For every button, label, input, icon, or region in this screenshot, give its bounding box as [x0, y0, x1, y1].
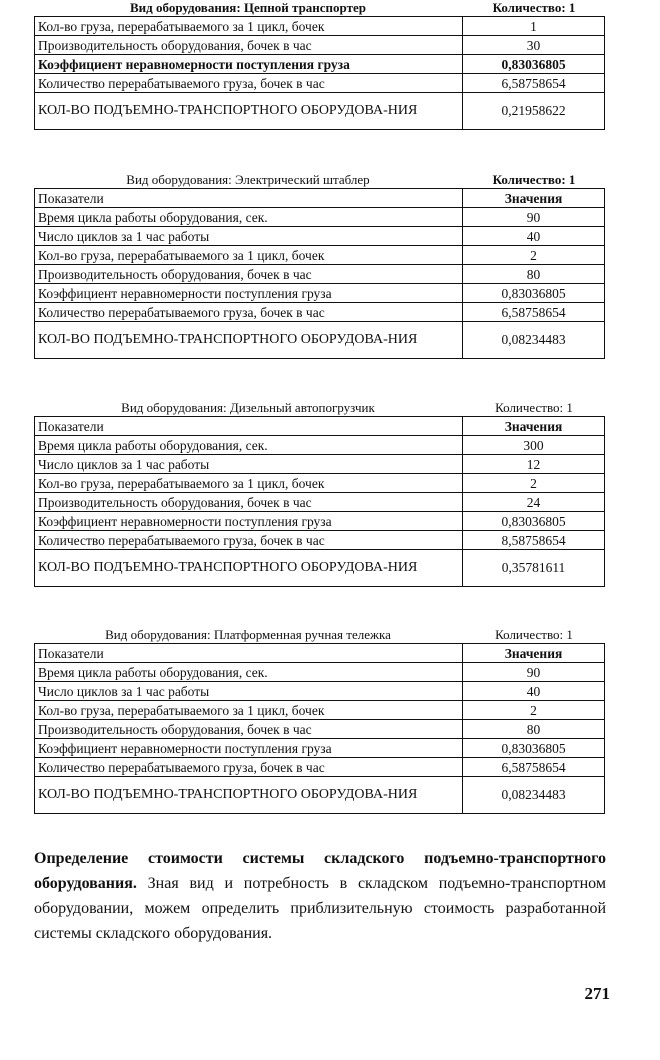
total-value: 0,08234483 [463, 777, 605, 814]
param-name: Количество перерабатываемого груза, бочек в час [35, 303, 463, 322]
param-value: 40 [463, 682, 605, 701]
param-name: Время цикла работы оборудования, сек. [35, 436, 463, 455]
table-caption [34, 627, 604, 643]
param-value: 90 [463, 208, 605, 227]
param-name: Время цикла работы оборудования, сек. [35, 663, 463, 682]
equipment-type-label: Вид оборудования: Электрический штаблер [126, 172, 370, 187]
param-value: 1 [463, 17, 605, 36]
param-name: Коэффициент неравномерности поступления груза [35, 739, 463, 758]
param-name: Кол-во груза, перерабатываемого за 1 цикл, бочек [35, 17, 463, 36]
param-value: 0,83036805 [463, 739, 605, 758]
param-value: 6,58758654 [463, 758, 605, 777]
param-name: Коэффициент неравномерности поступления груза [35, 55, 463, 74]
param-value: 0,83036805 [463, 55, 605, 74]
total-row [35, 322, 605, 359]
total-label: КОЛ-ВО ПОДЪЕМНО-ТРАНСПОРТНОГО ОБОРУДОВА-НИЯ [35, 322, 463, 359]
equipment-table [34, 188, 605, 359]
header-params: Показатели [35, 644, 463, 663]
param-name: Количество перерабатываемого груза, бочек в час [35, 74, 463, 93]
param-name: Производительность оборудования, бочек в час [35, 493, 463, 512]
table-caption [34, 0, 604, 16]
table-row [35, 74, 605, 93]
table-row [35, 246, 605, 265]
param-name: Время цикла работы оборудования, сек. [35, 208, 463, 227]
param-value: 24 [463, 493, 605, 512]
equipment-block-conveyor [34, 0, 604, 130]
param-value: 90 [463, 663, 605, 682]
equipment-table [34, 643, 605, 814]
table-header-row [35, 417, 605, 436]
total-row [35, 550, 605, 587]
param-name: Коэффициент неравномерности поступления груза [35, 284, 463, 303]
table-row [35, 682, 605, 701]
table-row [35, 758, 605, 777]
param-value: 12 [463, 455, 605, 474]
table-row [35, 284, 605, 303]
param-name: Число циклов за 1 час работы [35, 227, 463, 246]
param-name: Число циклов за 1 час работы [35, 682, 463, 701]
paragraph-text: Зная вид и потребность в складском подъемно-транспортном оборудовании, можем определить приблизительную стоимость разработанной системы складского оборудования. [34, 875, 606, 942]
table-header-row [35, 644, 605, 663]
quantity-label: Количество: 1 [495, 627, 573, 642]
param-value: 2 [463, 474, 605, 493]
table-row [35, 739, 605, 758]
param-value: 0,83036805 [463, 512, 605, 531]
total-value: 0,08234483 [463, 322, 605, 359]
param-name: Кол-во груза, перерабатываемого за 1 цикл, бочек [35, 474, 463, 493]
quantity-label: Количество: 1 [492, 0, 576, 15]
param-value: 80 [463, 265, 605, 284]
table-header-row [35, 189, 605, 208]
table-row [35, 436, 605, 455]
body-paragraph [34, 846, 606, 946]
page-number: 271 [584, 984, 610, 1003]
table-caption [34, 400, 604, 416]
param-value: 40 [463, 227, 605, 246]
table-row [35, 512, 605, 531]
equipment-type-label: Вид оборудования: Дизельный автопогрузчик [121, 400, 375, 415]
paragraph-bold-lead: Определение стоимости системы складского подъемно-транспортного оборудования. [34, 850, 606, 892]
table-row [35, 55, 605, 74]
total-value: 0,21958622 [463, 93, 605, 130]
param-name: Производительность оборудования, бочек в час [35, 720, 463, 739]
table-row [35, 493, 605, 512]
table-row [35, 474, 605, 493]
quantity-label: Количество: 1 [492, 172, 576, 187]
total-label: КОЛ-ВО ПОДЪЕМНО-ТРАНСПОРТНОГО ОБОРУДОВА-НИЯ [35, 777, 463, 814]
total-label: КОЛ-ВО ПОДЪЕМНО-ТРАНСПОРТНОГО ОБОРУДОВА-НИЯ [35, 93, 463, 130]
table-row [35, 227, 605, 246]
param-value: 2 [463, 701, 605, 720]
param-name: Коэффициент неравномерности поступления груза [35, 512, 463, 531]
param-value: 0,83036805 [463, 284, 605, 303]
equipment-block-hand-cart [34, 627, 604, 814]
param-name: Производительность оборудования, бочек в час [35, 36, 463, 55]
table-row [35, 663, 605, 682]
param-value: 8,58758654 [463, 531, 605, 550]
total-row [35, 777, 605, 814]
equipment-table [34, 16, 605, 130]
param-value: 30 [463, 36, 605, 55]
param-name: Кол-во груза, перерабатываемого за 1 цикл, бочек [35, 246, 463, 265]
header-values: Значения [463, 644, 605, 663]
param-value: 6,58758654 [463, 303, 605, 322]
equipment-type-label: Вид оборудования: Цепной транспортер [130, 0, 366, 15]
header-params: Показатели [35, 417, 463, 436]
table-row [35, 36, 605, 55]
header-values: Значения [463, 417, 605, 436]
param-value: 2 [463, 246, 605, 265]
equipment-type-label: Вид оборудования: Платформенная ручная тележка [105, 627, 391, 642]
table-row [35, 701, 605, 720]
table-row [35, 303, 605, 322]
param-name: Кол-во груза, перерабатываемого за 1 цикл, бочек [35, 701, 463, 720]
quantity-label: Количество: 1 [495, 400, 573, 415]
param-name: Количество перерабатываемого груза, бочек в час [35, 531, 463, 550]
total-row [35, 93, 605, 130]
header-params: Показатели [35, 189, 463, 208]
equipment-block-stacker [34, 172, 604, 359]
equipment-table [34, 416, 605, 587]
header-values: Значения [463, 189, 605, 208]
table-row [35, 720, 605, 739]
param-value: 80 [463, 720, 605, 739]
param-name: Производительность оборудования, бочек в час [35, 265, 463, 284]
total-value: 0,35781611 [463, 550, 605, 587]
param-name: Количество перерабатываемого груза, бочек в час [35, 758, 463, 777]
table-caption [34, 172, 604, 188]
equipment-block-forklift [34, 400, 604, 587]
table-row [35, 208, 605, 227]
param-value: 6,58758654 [463, 74, 605, 93]
param-value: 300 [463, 436, 605, 455]
table-row [35, 265, 605, 284]
table-row [35, 455, 605, 474]
table-row [35, 531, 605, 550]
table-row [35, 17, 605, 36]
total-label: КОЛ-ВО ПОДЪЕМНО-ТРАНСПОРТНОГО ОБОРУДОВА-НИЯ [35, 550, 463, 587]
param-name: Число циклов за 1 час работы [35, 455, 463, 474]
